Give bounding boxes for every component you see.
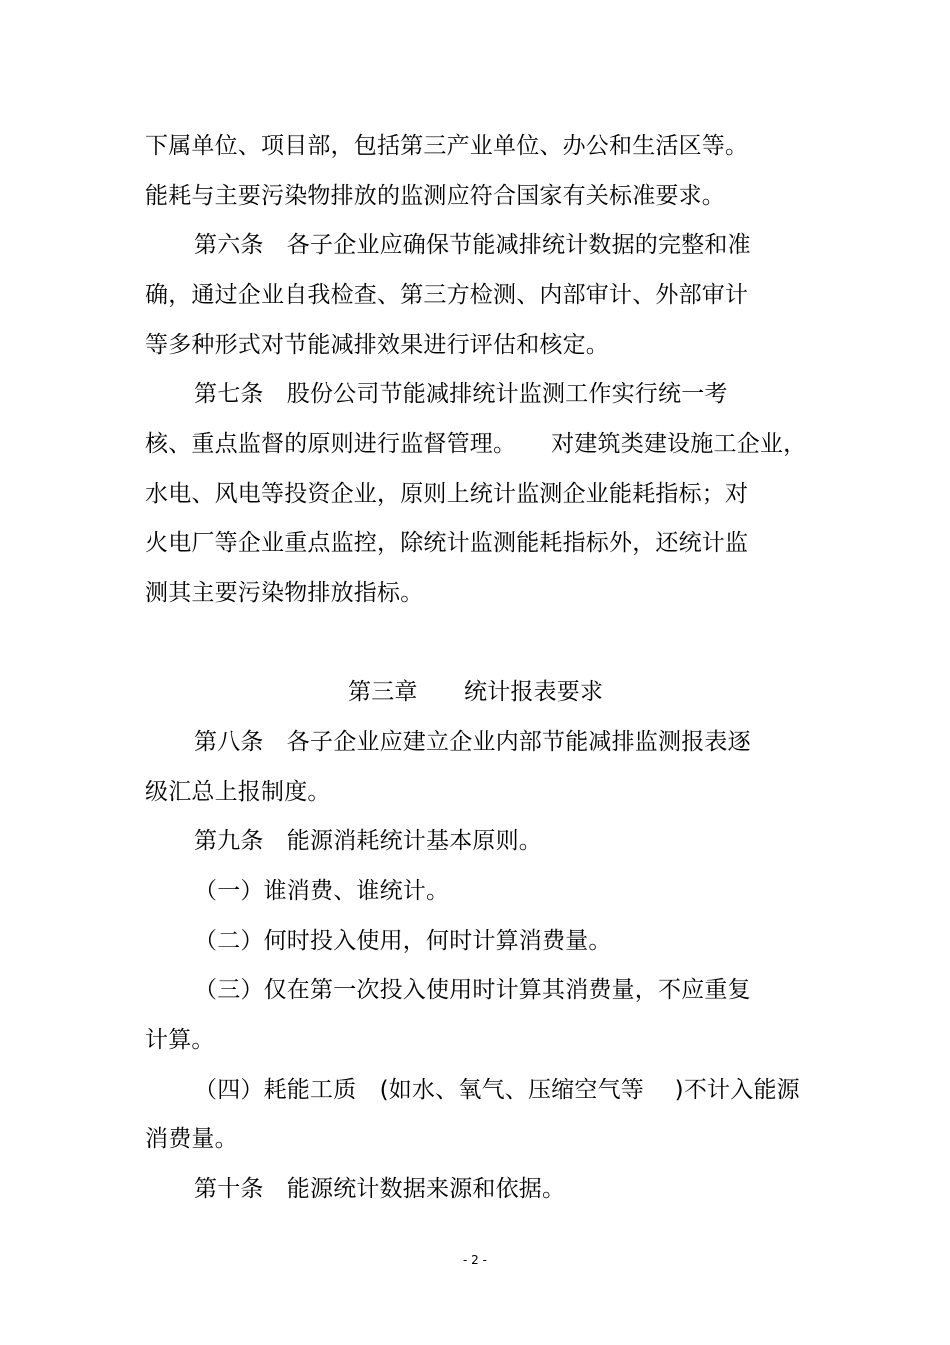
text-line: 火电厂等企业重点监控，除统计监测能耗指标外，还统计监 [145,530,749,556]
article-10-heading-line: 第十条 能源统计数据来源和依据。 [194,1176,566,1202]
text-line: 核、重点监督的原则进行监督管理。 对建筑类建设施工企业， [145,431,807,457]
text-line: 能耗与主要污染物排放的监测应符合国家有关标准要求。 [145,183,725,209]
article-7-heading-line: 第七条 股份公司节能减排统计监测工作实行统一考 [194,381,728,407]
page-number: - 2 - [463,1253,487,1267]
text-line: 计算。 [145,1027,215,1053]
text-line: 测其主要污染物排放指标。 [145,580,424,606]
article-9-heading-line: 第九条 能源消耗统计基本原则。 [194,828,542,854]
text-line: 水电、风电等投资企业，原则上统计监测企业能耗指标；对 [145,481,749,507]
article-8-heading-line: 第八条 各子企业应建立企业内部节能减排监测报表逐 [194,729,751,755]
list-item: （一）谁消费、谁统计。 [194,878,450,904]
list-item: （三）仅在第一次投入使用时计算其消费量，不应重复 [194,977,751,1003]
chapter-title: 第三章 统计报表要求 [348,679,604,705]
text-line: 下属单位、项目部，包括第三产业单位、办公和生活区等。 [145,133,749,159]
text-line: 确，通过企业自我检查、第三方检测、内部审计、外部审计 [145,282,749,308]
list-item: （二）何时投入使用，何时计算消费量。 [194,928,612,954]
text-line: 级汇总上报制度。 [145,779,331,805]
text-line: 等多种形式对节能减排效果进行评估和核定。 [145,332,609,358]
article-6-heading-line: 第六条 各子企业应确保节能减排统计数据的完整和准 [194,232,751,258]
list-item: （四）耗能工质 (如水、氧气、压缩空气等 )不计入能源 [194,1077,800,1103]
text-line: 消费量。 [145,1126,238,1152]
